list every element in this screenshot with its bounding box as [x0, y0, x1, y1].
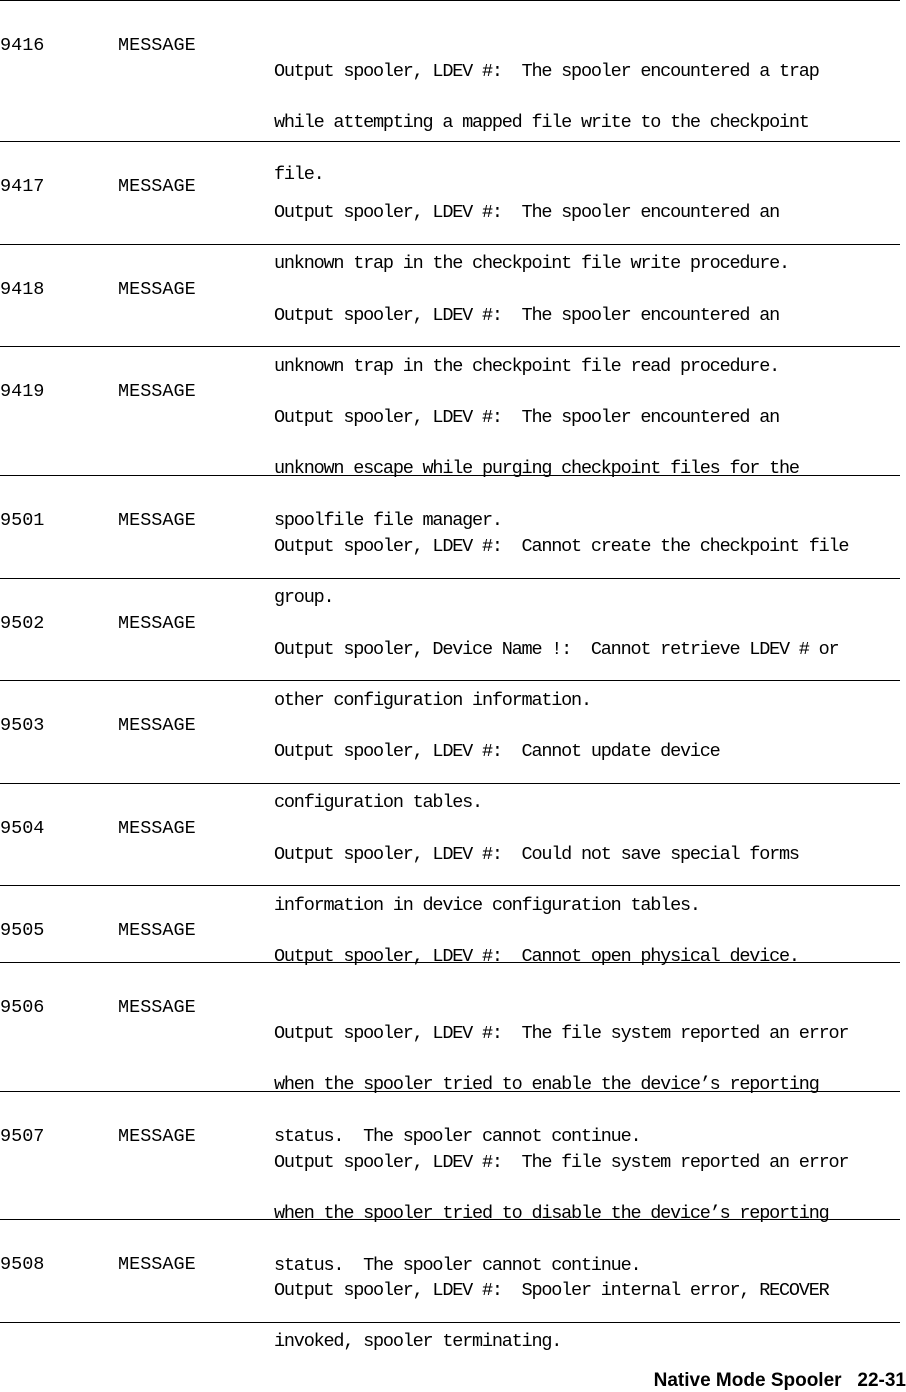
message-type: MESSAGE	[118, 715, 196, 736]
message-text-line: Output spooler, LDEV #: The file system reported an error	[274, 1022, 849, 1044]
message-text-line: unknown escape while purging checkpoint files for the	[274, 458, 799, 480]
message-type: MESSAGE	[118, 279, 196, 300]
message-text-line: when the spooler tried to enable the device’s reporting	[274, 1074, 819, 1096]
message-entry-9418	[0, 244, 900, 378]
message-entry-9508	[0, 1219, 900, 1353]
message-entry-9505	[0, 885, 900, 967]
message-type: MESSAGE	[118, 510, 196, 531]
footer-page-number: 22-31	[857, 1370, 906, 1391]
message-text-line: other configuration information.	[274, 690, 591, 712]
message-entry-9504	[0, 783, 900, 917]
message-type: MESSAGE	[118, 920, 196, 941]
message-text-line: unknown trap in the checkpoint file read procedure.	[274, 356, 779, 378]
message-number: 9501	[0, 510, 45, 531]
message-text-line: Output spooler, LDEV #: Cannot update device	[274, 740, 720, 762]
message-text-line: Output spooler, LDEV #: The file system reported an error	[274, 1151, 849, 1173]
message-text-line: Output spooler, Device Name !: Cannot retrieve LDEV # or	[274, 638, 839, 660]
message-text-line: when the spooler tried to disable the device’s reporting	[274, 1203, 829, 1225]
message-text-line: Output spooler, LDEV #: The spooler encountered an	[274, 304, 779, 326]
message-text-line: Output spooler, LDEV #: Cannot create the checkpoint file	[274, 535, 849, 557]
page-footer	[654, 1370, 906, 1392]
message-text-line: Output spooler, LDEV #: The spooler encountered an	[274, 201, 779, 223]
message-entry-9502	[0, 578, 900, 712]
footer-section-title: Native Mode Spooler	[653, 1370, 842, 1391]
message-entry-9417	[0, 141, 900, 275]
message-text-line: status. The spooler cannot continue.	[274, 1125, 641, 1147]
message-number: 9506	[0, 997, 45, 1018]
message-text-line: status. The spooler cannot continue.	[274, 1254, 641, 1276]
message-number: 9418	[0, 279, 45, 300]
message-type: MESSAGE	[118, 818, 196, 839]
message-number: 9504	[0, 818, 45, 839]
message-text-line: configuration tables.	[274, 792, 482, 814]
message-text-line: Output spooler, LDEV #: The spooler encountered an	[274, 406, 779, 428]
message-text-line: information in device configuration tables.	[274, 895, 700, 917]
message-text-line: Output spooler, LDEV #: Could not save special forms	[274, 843, 799, 865]
message-number: 9508	[0, 1254, 45, 1275]
message-text-line: spoolfile file manager.	[274, 509, 502, 531]
message-number: 9503	[0, 715, 45, 736]
message-text-line: Output spooler, LDEV #: The spooler encountered a trap	[274, 60, 819, 82]
message-type: MESSAGE	[118, 35, 196, 56]
message-text-line: while attempting a mapped file write to the checkpoint	[274, 112, 809, 134]
message-type: MESSAGE	[118, 997, 196, 1018]
message-number: 9505	[0, 920, 45, 941]
message-text-line: unknown trap in the checkpoint file write procedure.	[274, 253, 789, 275]
message-text	[274, 1252, 904, 1381]
message-type: MESSAGE	[118, 176, 196, 197]
message-type: MESSAGE	[118, 613, 196, 634]
message-number: 9417	[0, 176, 45, 197]
message-number: 9507	[0, 1126, 45, 1147]
message-text-line: invoked, spooler terminating.	[274, 1331, 562, 1353]
message-text-line: Output spooler, LDEV #: Cannot open physical device.	[274, 945, 799, 967]
message-text-line: file.	[274, 163, 324, 185]
message-type: MESSAGE	[118, 1126, 196, 1147]
message-entry-9501	[0, 475, 900, 609]
message-number: 9416	[0, 35, 45, 56]
message-type: MESSAGE	[118, 1254, 196, 1275]
message-text-line: group.	[274, 587, 334, 609]
message-text-line: Output spooler, LDEV #: Spooler internal error, RECOVER	[274, 1279, 829, 1301]
message-number: 9502	[0, 613, 45, 634]
message-entry-9503	[0, 680, 900, 814]
message-number: 9419	[0, 381, 45, 402]
message-entry-9416	[0, 0, 900, 185]
message-type: MESSAGE	[118, 381, 196, 402]
